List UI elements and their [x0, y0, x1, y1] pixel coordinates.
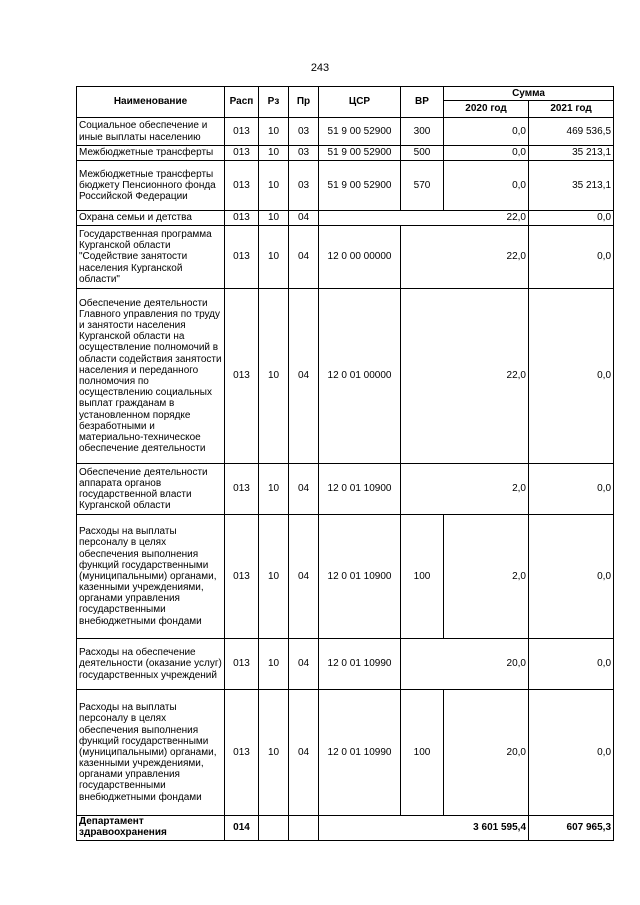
row-name: Межбюджетные трансферты: [77, 146, 225, 161]
row-pr: 03: [289, 118, 319, 146]
row-vr: 100: [401, 515, 444, 639]
row-csr: 12 0 01 10990: [319, 639, 401, 690]
total-name: Департамент здравоохранения: [77, 816, 225, 841]
row-sum-2021: 0,0: [529, 289, 614, 464]
row-sum-2021: 0,0: [529, 515, 614, 639]
header-rz: Рз: [259, 87, 289, 118]
row-sum-2021: 0,0: [529, 464, 614, 515]
row-sum-2020: 2,0: [401, 464, 529, 515]
row-pr: 04: [289, 226, 319, 289]
row-csr: 12 0 01 10990: [319, 690, 401, 816]
header-csr: ЦСР: [319, 87, 401, 118]
total-rz-empty: [259, 816, 289, 841]
row-sum-2021: 0,0: [529, 639, 614, 690]
row-name: Расходы на обеспечение деятельности (оказание услуг) государственных учреждений: [77, 639, 225, 690]
row-csr: 51 9 00 52900: [319, 146, 401, 161]
row-sum-2021: 0,0: [529, 226, 614, 289]
table-row: [77, 226, 614, 289]
row-vr: 100: [401, 690, 444, 816]
row-rz: 10: [259, 211, 289, 226]
total-rasp: 014: [225, 816, 259, 841]
row-name: Обеспечение деятельности аппарата органов государственной власти Курганской области: [77, 464, 225, 515]
row-sum-2020: 0,0: [444, 118, 529, 146]
header-sum: Сумма: [444, 87, 614, 101]
row-pr: 04: [289, 639, 319, 690]
row-sum-2020: 22,0: [401, 226, 529, 289]
table-row: [77, 515, 614, 639]
row-rz: 10: [259, 226, 289, 289]
row-rz: 10: [259, 515, 289, 639]
row-sum-2020: 2,0: [444, 515, 529, 639]
row-sum-2020: 20,0: [401, 639, 529, 690]
row-pr: 04: [289, 289, 319, 464]
total-sum-2021: 607 965,3: [529, 816, 614, 841]
row-pr: 04: [289, 515, 319, 639]
row-name: Расходы на выплаты персоналу в целях обеспечения выполнения функций государственными (муниципальными) органами, казенными учреждениями, органами управления государственными внебюджетными фондами: [77, 690, 225, 816]
table-row: [77, 464, 614, 515]
row-csr: 51 9 00 52900: [319, 118, 401, 146]
row-pr: 04: [289, 464, 319, 515]
row-rz: 10: [259, 146, 289, 161]
row-vr: 570: [401, 161, 444, 211]
row-pr: 03: [289, 146, 319, 161]
table-row: [77, 211, 614, 226]
row-rasp: 013: [225, 289, 259, 464]
header-year-2021: 2021 год: [529, 101, 614, 118]
header-vr: ВР: [401, 87, 444, 118]
row-sum-2021: 0,0: [529, 690, 614, 816]
row-sum-2020: 22,0: [319, 211, 529, 226]
row-rasp: 013: [225, 464, 259, 515]
row-name: Обеспечение деятельности Главного управления по труду и занятости населения Курганской области на осуществление полномочий в области содействия занятости населения и переданного полномочия по осуществлению социальных выплат гражданам в установленном порядке безработными и материально-техническое обеспечение деятельности: [77, 289, 225, 464]
table-body: [77, 118, 614, 841]
row-rasp: 013: [225, 515, 259, 639]
total-row: [77, 816, 614, 841]
table-row: [77, 118, 614, 146]
row-name: Государственная программа Курганской области "Содействие занятости населения Курганской области": [77, 226, 225, 289]
row-sum-2020: 0,0: [444, 161, 529, 211]
table-row: [77, 639, 614, 690]
row-pr: 03: [289, 161, 319, 211]
row-rasp: 013: [225, 146, 259, 161]
row-name: Социальное обеспечение и иные выплаты населению: [77, 118, 225, 146]
row-sum-2021: 35 213,1: [529, 161, 614, 211]
row-csr: 12 0 01 10900: [319, 464, 401, 515]
table-row: [77, 690, 614, 816]
row-rz: 10: [259, 639, 289, 690]
row-rasp: 013: [225, 226, 259, 289]
row-rz: 10: [259, 118, 289, 146]
row-vr: 300: [401, 118, 444, 146]
table-row: [77, 289, 614, 464]
row-sum-2020: 0,0: [444, 146, 529, 161]
row-pr: 04: [289, 690, 319, 816]
row-csr: 12 0 00 00000: [319, 226, 401, 289]
budget-table: [76, 86, 614, 841]
row-sum-2021: 35 213,1: [529, 146, 614, 161]
table-row: [77, 146, 614, 161]
row-sum-2020: 22,0: [401, 289, 529, 464]
row-csr: 12 0 01 10900: [319, 515, 401, 639]
header-pr: Пр: [289, 87, 319, 118]
row-name: Расходы на выплаты персоналу в целях обеспечения выполнения функций государственными (муниципальными) органами, казенными учреждениями, органами управления государственными внебюджетными фондами: [77, 515, 225, 639]
row-sum-2021: 469 536,5: [529, 118, 614, 146]
total-sum-2020: 3 601 595,4: [319, 816, 529, 841]
row-rasp: 013: [225, 161, 259, 211]
row-sum-2020: 20,0: [444, 690, 529, 816]
table-header: [77, 87, 614, 118]
row-pr: 04: [289, 211, 319, 226]
row-sum-2021: 0,0: [529, 211, 614, 226]
header-year-2020: 2020 год: [444, 101, 529, 118]
header-rasp: Расп: [225, 87, 259, 118]
row-rz: 10: [259, 161, 289, 211]
total-pr-empty: [289, 816, 319, 841]
row-rasp: 013: [225, 690, 259, 816]
row-vr: 500: [401, 146, 444, 161]
row-name: Межбюджетные трансферты бюджету Пенсионного фонда Российской Федерации: [77, 161, 225, 211]
row-name: Охрана семьи и детства: [77, 211, 225, 226]
row-csr: 12 0 01 00000: [319, 289, 401, 464]
row-rasp: 013: [225, 118, 259, 146]
page-number: 243: [310, 62, 330, 74]
table-row: [77, 161, 614, 211]
row-rasp: 013: [225, 211, 259, 226]
row-rz: 10: [259, 464, 289, 515]
row-rz: 10: [259, 690, 289, 816]
row-rz: 10: [259, 289, 289, 464]
row-rasp: 013: [225, 639, 259, 690]
header-name: Наименование: [77, 87, 225, 118]
row-csr: 51 9 00 52900: [319, 161, 401, 211]
